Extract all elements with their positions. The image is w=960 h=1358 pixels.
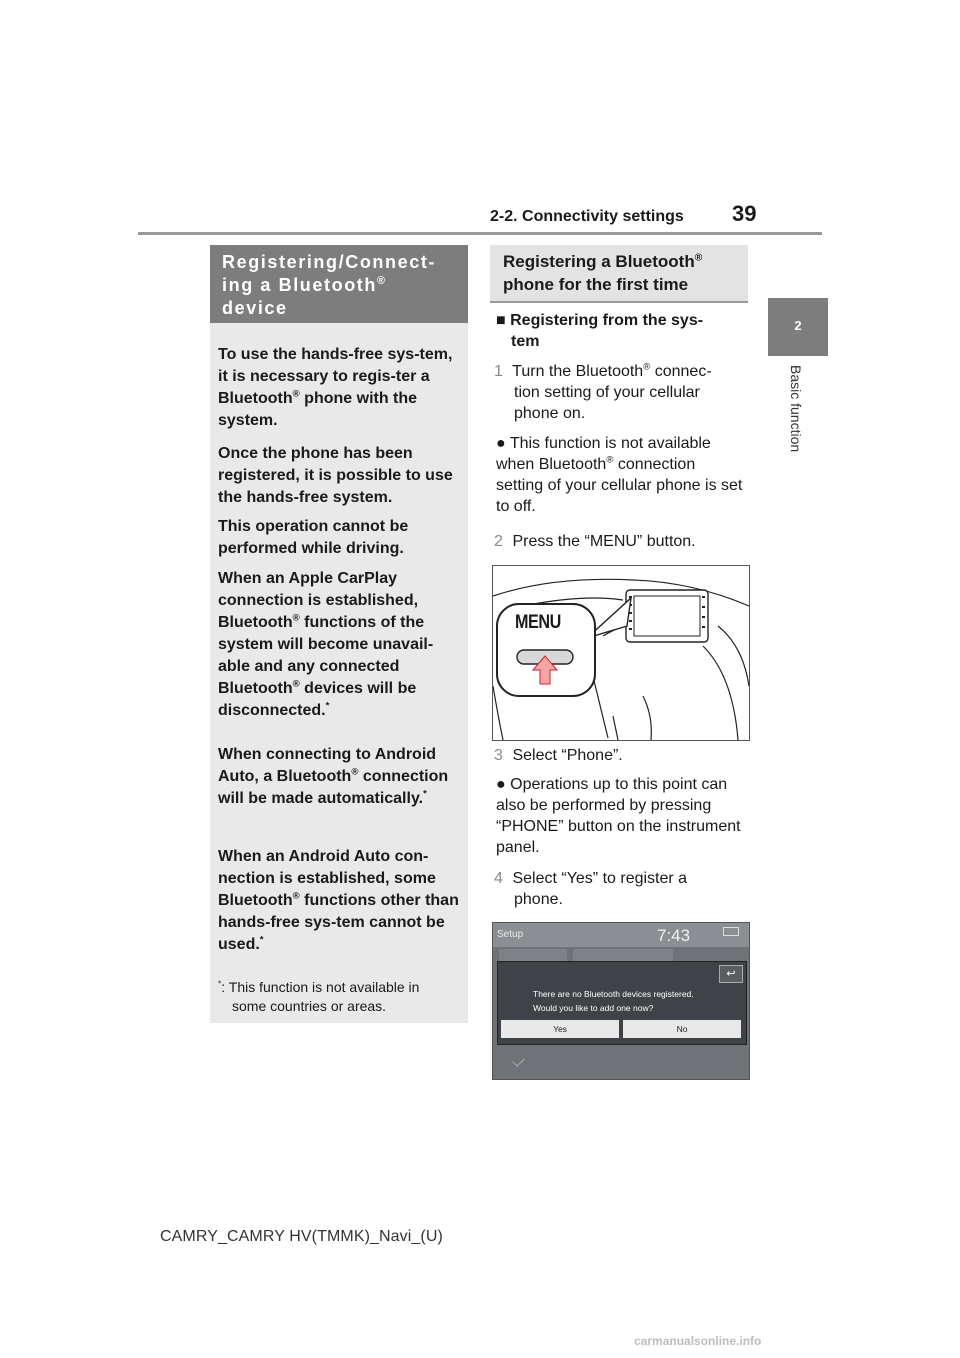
left-paragraph-1: To use the hands-free sys-tem, it is necessary to regis-ter a Bluetooth® phone with the system. — [218, 346, 453, 429]
right-heading: Registering a Bluetooth® phone for the first time — [503, 252, 703, 294]
sub-heading: ■ Registering from the sys- tem — [496, 312, 704, 350]
footnote: *: This function is not available in some countries or areas. — [218, 978, 420, 1014]
signal-icon — [723, 927, 739, 936]
yes-button[interactable]: Yes — [501, 1020, 619, 1038]
left-heading: Registering/Connect-ing a Bluetooth® device — [222, 252, 437, 318]
watermark: carmanualsonline.info — [634, 1334, 762, 1348]
setup-screen — [492, 922, 750, 1080]
bullet-2: ● Operations up to this point can also be performed by pressing “PHONE” button on the instrument panel. — [496, 776, 741, 856]
setup-clock: 7:43 — [657, 926, 691, 945]
dialog-message-line-2: Would you like to add one now? — [533, 1003, 654, 1013]
footer-model: CAMRY_CAMRY HV(TMMK)_Navi_(U) — [160, 1228, 443, 1245]
chapter-number: 2 — [794, 318, 802, 333]
left-paragraph-5: When connecting to Android Auto, a Bluetooth® connection will be made automatically.* — [218, 746, 449, 807]
left-paragraph-4: When an Apple CarPlay connection is established, Bluetooth® functions of the system will become unavail-able and any connected Bluetooth® devices will be disconnected.* — [218, 570, 434, 719]
setup-top-bar — [493, 923, 749, 947]
left-paragraph-2: Once the phone has been registered, it is possible to use the hands-free system. — [218, 445, 453, 506]
no-button[interactable]: No — [623, 1020, 741, 1038]
page-number: 39 — [732, 201, 757, 226]
section-title: 2-2. Connectivity settings — [490, 208, 684, 225]
left-paragraph-6: When an Android Auto con-nection is established, some Bluetooth® functions other than hands-free sys-tem cannot be used.* — [218, 848, 459, 953]
step-4: 4 Select “Yes” to register a phone. — [494, 870, 688, 908]
step-2: 2 Press the “MENU” button. — [494, 533, 696, 550]
dashboard-drawing — [493, 566, 749, 740]
chapter-label: Basic function — [788, 365, 804, 453]
header-rule — [138, 232, 822, 235]
left-paragraph-3: This operation cannot be performed while driving. — [218, 518, 409, 557]
bullet-1: ● This function is not available when Bluetooth® connection setting of your cellular phone is set to off. — [496, 435, 743, 515]
setup-title: Setup — [497, 929, 524, 940]
chevron-down-icon — [512, 1054, 525, 1067]
step-3: 3 Select “Phone”. — [494, 747, 623, 764]
menu-label: MENU — [515, 612, 561, 633]
dialog-message-line-1: There are no Bluetooth devices registered. — [533, 989, 694, 999]
step-1: 1 Turn the Bluetooth® connec- tion setting of your cellular phone on. — [494, 361, 712, 422]
back-arrow-icon[interactable]: ↩ — [719, 965, 743, 983]
menu-button-illustration — [492, 565, 750, 741]
